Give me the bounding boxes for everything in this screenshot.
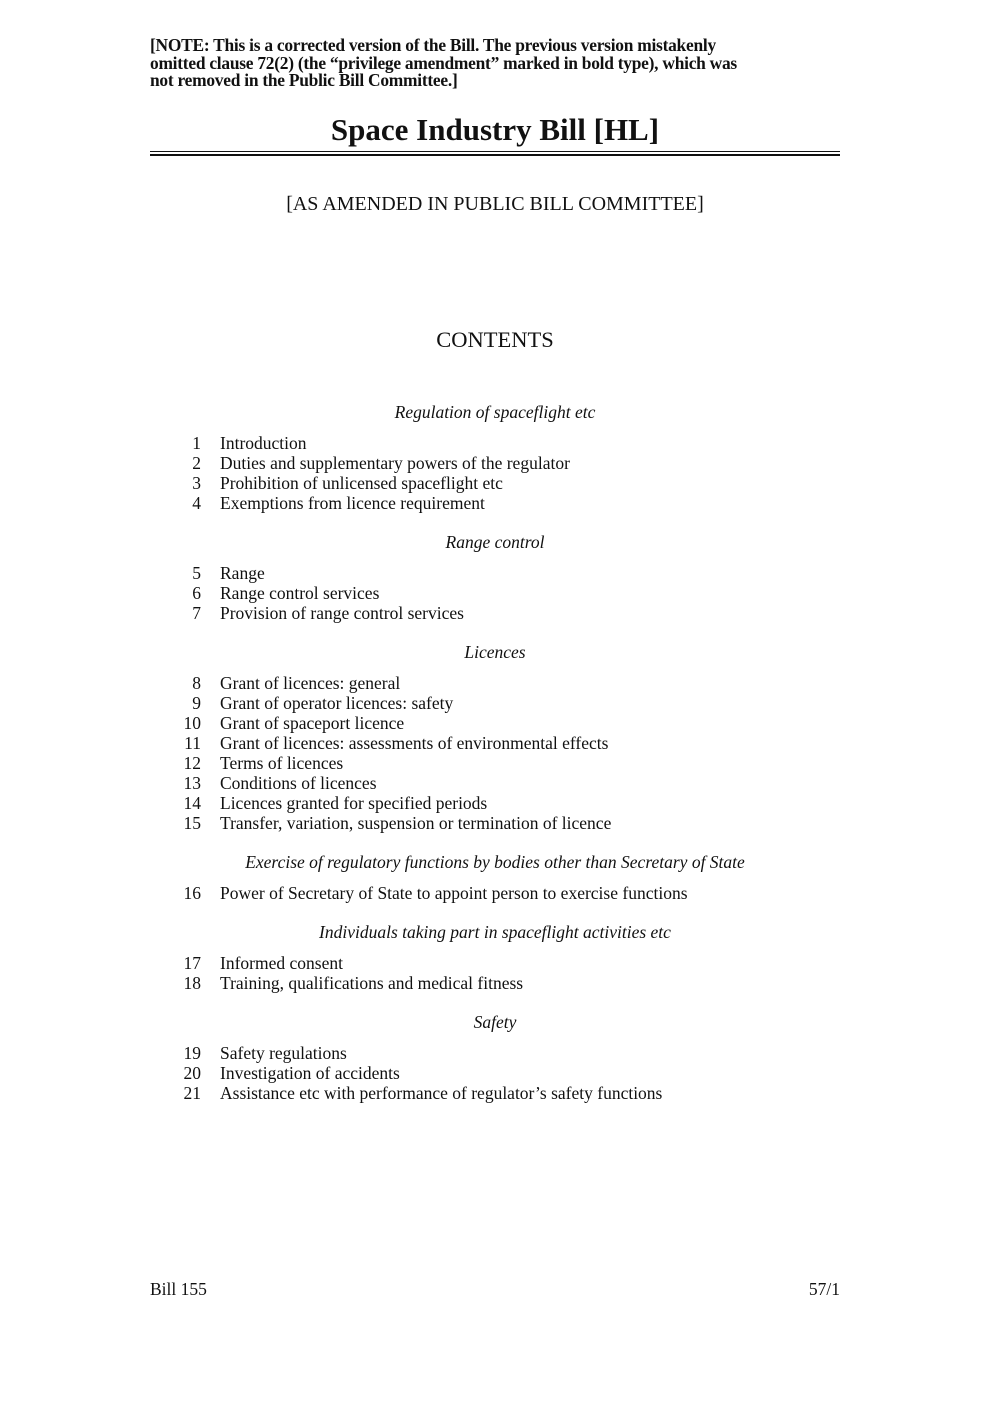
clause-title: Training, qualifications and medical fitness bbox=[220, 973, 524, 993]
clause-number: 5 bbox=[192, 563, 201, 583]
contents-section bbox=[150, 532, 840, 623]
clause-title: Conditions of licences bbox=[220, 773, 377, 793]
contents-item[interactable] bbox=[150, 883, 840, 903]
title-rule-thick bbox=[150, 154, 840, 156]
contents-item[interactable] bbox=[150, 493, 840, 513]
clause-title: Grant of operator licences: safety bbox=[220, 693, 454, 713]
clause-number: 4 bbox=[192, 493, 201, 513]
clause-number: 14 bbox=[183, 793, 201, 813]
clause-number: 1 bbox=[192, 433, 201, 453]
clause-number: 16 bbox=[183, 883, 201, 903]
contents-list bbox=[150, 402, 840, 1122]
contents-section bbox=[150, 402, 840, 513]
contents-item[interactable] bbox=[150, 713, 840, 733]
contents-section bbox=[150, 922, 840, 993]
clause-number: 19 bbox=[183, 1043, 201, 1063]
clause-title: Grant of spaceport licence bbox=[220, 713, 405, 733]
clause-title: Investigation of accidents bbox=[220, 1063, 400, 1083]
contents-item[interactable] bbox=[150, 1043, 840, 1063]
clause-number: 8 bbox=[192, 673, 201, 693]
contents-item[interactable] bbox=[150, 753, 840, 773]
note-line: not removed in the Public Bill Committee.] bbox=[150, 70, 458, 90]
contents-item[interactable] bbox=[150, 793, 840, 813]
clause-title: Informed consent bbox=[220, 953, 343, 973]
clause-number: 13 bbox=[183, 773, 201, 793]
contents-item[interactable] bbox=[150, 433, 840, 453]
section-heading: Regulation of spaceflight etc bbox=[394, 402, 596, 422]
clause-title: Exemptions from licence requirement bbox=[220, 493, 485, 513]
clause-number: 20 bbox=[183, 1063, 201, 1083]
clause-number: 15 bbox=[183, 813, 201, 833]
clause-number: 2 bbox=[192, 453, 201, 473]
contents-heading: CONTENTS bbox=[436, 327, 554, 352]
clause-title: Prohibition of unlicensed spaceflight etc bbox=[220, 473, 503, 493]
clause-title: Power of Secretary of State to appoint person to exercise functions bbox=[220, 883, 688, 903]
clause-title: Licences granted for specified periods bbox=[220, 793, 488, 813]
clause-number: 10 bbox=[183, 713, 201, 733]
clause-number: 9 bbox=[192, 693, 201, 713]
clause-title: Assistance etc with performance of regulator’s safety functions bbox=[220, 1083, 663, 1103]
contents-section bbox=[150, 852, 840, 903]
section-heading: Safety bbox=[473, 1012, 517, 1032]
correction-note bbox=[150, 37, 850, 90]
bill-number: Bill 155 bbox=[150, 1279, 207, 1299]
clause-title: Introduction bbox=[220, 433, 307, 453]
clause-title: Safety regulations bbox=[220, 1043, 347, 1063]
section-heading: Exercise of regulatory functions by bodies other than Secretary of State bbox=[245, 852, 745, 872]
clause-number: 3 bbox=[192, 473, 201, 493]
contents-item[interactable] bbox=[150, 813, 840, 833]
contents-item[interactable] bbox=[150, 733, 840, 753]
contents-item[interactable] bbox=[150, 453, 840, 473]
contents-item[interactable] bbox=[150, 693, 840, 713]
contents-item[interactable] bbox=[150, 973, 840, 993]
contents-item[interactable] bbox=[150, 563, 840, 583]
contents-section bbox=[150, 642, 840, 833]
note-line: omitted clause 72(2) (the “privilege amendment” marked in bold type), which was bbox=[150, 52, 737, 73]
contents-item[interactable] bbox=[150, 1063, 840, 1083]
clause-title: Grant of licences: general bbox=[220, 673, 401, 693]
section-heading: Range control bbox=[445, 532, 545, 552]
clause-number: 12 bbox=[183, 753, 201, 773]
contents-item[interactable] bbox=[150, 1083, 840, 1103]
contents-item[interactable] bbox=[150, 673, 840, 693]
clause-title: Provision of range control services bbox=[220, 603, 464, 623]
clause-title: Terms of licences bbox=[220, 753, 344, 773]
clause-number: 6 bbox=[192, 583, 201, 603]
clause-title: Grant of licences: assessments of environmental effects bbox=[220, 733, 609, 753]
clause-number: 18 bbox=[183, 973, 201, 993]
clause-number: 21 bbox=[183, 1083, 201, 1103]
title-rule-thin bbox=[150, 151, 840, 152]
contents-item[interactable] bbox=[150, 773, 840, 793]
section-heading: Individuals taking part in spaceflight activities etc bbox=[319, 922, 671, 942]
amendment-status: [AS AMENDED IN PUBLIC BILL COMMITTEE] bbox=[286, 193, 704, 215]
clause-number: 17 bbox=[183, 953, 201, 973]
clause-number: 7 bbox=[192, 603, 201, 623]
contents-item[interactable] bbox=[150, 583, 840, 603]
bill-title: Space Industry Bill [HL] bbox=[330, 112, 660, 147]
contents-item[interactable] bbox=[150, 603, 840, 623]
clause-title: Transfer, variation, suspension or termination of licence bbox=[220, 813, 612, 833]
clause-title: Duties and supplementary powers of the regulator bbox=[220, 453, 570, 473]
clause-title: Range control services bbox=[220, 583, 380, 603]
page-reference: 57/1 bbox=[808, 1279, 840, 1299]
contents-item[interactable] bbox=[150, 953, 840, 973]
section-heading: Licences bbox=[464, 642, 526, 662]
clause-title: Range bbox=[220, 563, 265, 583]
contents-item[interactable] bbox=[150, 473, 840, 493]
contents-section bbox=[150, 1012, 840, 1103]
note-line: [NOTE: This is a corrected version of the Bill. The previous version mistakenly bbox=[150, 35, 716, 55]
clause-number: 11 bbox=[184, 733, 201, 753]
